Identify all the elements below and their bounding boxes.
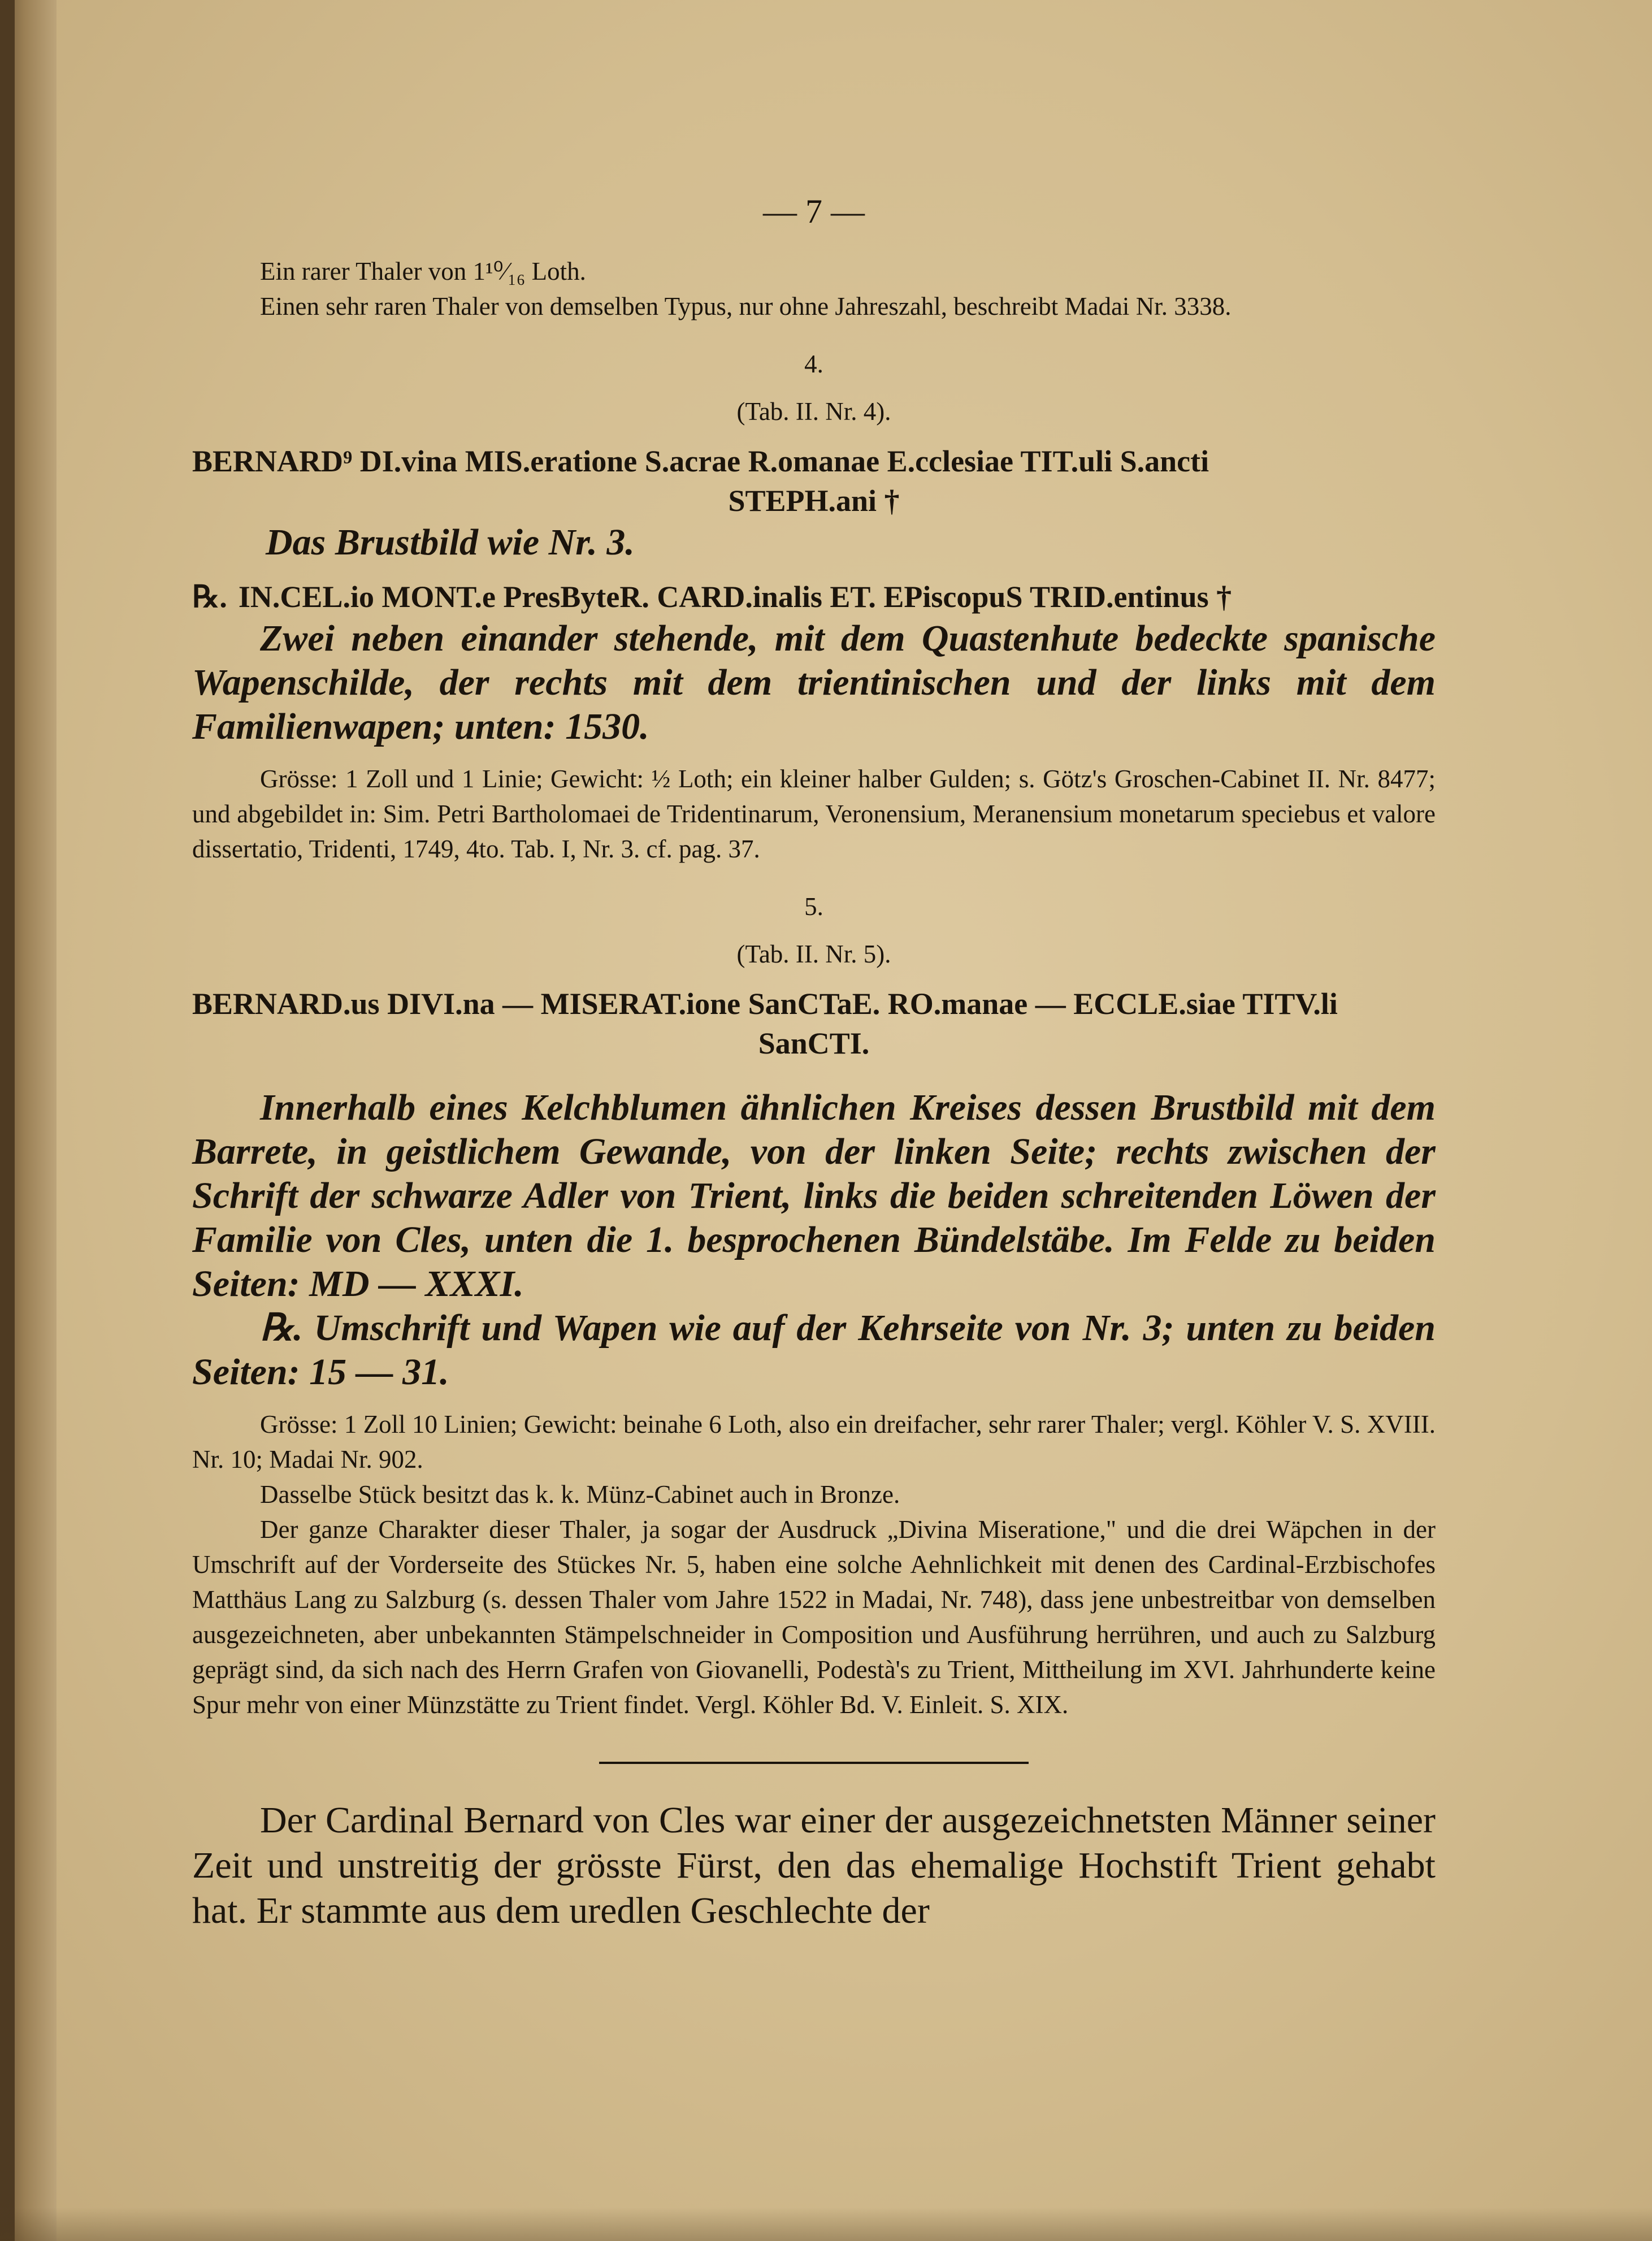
closing-paragraph: Der Cardinal Bernard von Cles war einer der ausgezeichnetsten Männer seiner Zeit und unstreitig der grösste Fürst, den das ehemalige Hochstift Trient gehabt hat. Er stammte aus dem uredlen Geschlechte der (192, 1800, 1436, 1931)
entry-5-reverse-line (192, 1306, 1436, 1394)
entry-4-reverse-legend: IN.CEL.io MONT.e PresByteR. CARD.inalis ET. EPiscopuS TRID.entinus † (238, 580, 1232, 614)
entry-4-tab-ref: (Tab. II. Nr. 4). (736, 397, 891, 426)
entry-5-notes-1: Grösse: 1 Zoll 10 Linien; Gewicht: beinahe 6 Loth, also ein dreifacher, sehr rarer Thaler; vergl. Köhler V. S. XVIII. Nr. 10; Madai Nr. 902. (192, 1410, 1436, 1473)
entry-5-obverse-desc: Innerhalb eines Kelchblumen ähnlichen Kreises dessen Brustbild mit dem Barrete, in geistlichem Gewande, von der linken Seite; rechts zwischen der Schrift der schwarze Adler von Trient, links die beiden schreitenden Löwen der Familie von Cles, unten die 1. besprochenen Bündelstäbe. Im Felde zu beiden Seiten: MD — XXXI. (192, 1087, 1436, 1304)
entry-5-obverse-legend: BERNARD.us DIVI.na — MISERAT.ione SanCTaE. RO.manae — ECCLE.siae TITV.li (192, 987, 1338, 1021)
entry-4-number: 4. (804, 350, 823, 378)
reverse-symbol: ℞. (192, 580, 227, 614)
book-spine (0, 0, 15, 2241)
entry-4-reverse-desc: Zwei neben einander stehende, mit dem Quastenhute bedeckte spanische Wapenschilde, der rechts mit dem trientinischen und der links mit dem Familienwapen; unten: 1530. (192, 618, 1436, 747)
entry-4-obverse-desc: Das Brustbild wie Nr. 3. (266, 522, 635, 563)
entry-5-reverse-desc: Umschrift und Wapen wie auf der Kehrseite von Nr. 3; unten zu beiden Seiten: 15 — 31. (192, 1307, 1436, 1393)
entry-5-notes-2: Dasselbe Stück besitzt das k. k. Münz-Cabinet auch in Bronze. (260, 1480, 900, 1509)
entry-4-reverse-legend-line (192, 577, 1436, 617)
entry-5-number: 5. (804, 892, 823, 921)
section-divider (599, 1762, 1029, 1764)
entry-5-obverse-legend-cont: SanCTI. (758, 1026, 870, 1060)
page-shadow (0, 2207, 1652, 2241)
entry-4-obverse-legend-cont: STEPH.ani † (728, 484, 900, 518)
entry-5-notes-3: Der ganze Charakter dieser Thaler, ja sogar der Ausdruck „Divina Miseratione," und die drei Wäpchen in der Umschrift auf der Vorderseite des Stückes Nr. 5, haben eine solche Aehnlichkeit mit denen des Cardinal-Erzbischofes Matthäus Lang zu Salzburg (s. dessen Thaler vom Jahre 1522 in Madai, Nr. 748), dass jene unbestreitbar von demselben ausgezeichneten, aber unbekannten Stämpelschneider in Composition und Ausführung herrühren, und auch zu Salzburg geprägt sind, da sich nach des Herrn Grafen von Giovanelli, Podestà's zu Trient, Mittheilung im XVI. Jahrhunderte keine Spur mehr von einer Münzstätte zu Trient findet. Vergl. Köhler Bd. V. Einleit. S. XIX. (192, 1515, 1436, 1719)
entry-4-notes: Grösse: 1 Zoll und 1 Linie; Gewicht: ½ Loth; ein kleiner halber Gulden; s. Götz's Groschen-Cabinet II. Nr. 8477; und abgebildet in: Sim. Petri Bartholomaei de Tridentinarum, Veronensium, Meranensium monetarum speciebus et valore dissertatio, Tridenti, 1749, 4to. Tab. I, Nr. 3. cf. pag. 37. (192, 765, 1436, 863)
page-number: — 7 — (763, 193, 865, 230)
reverse-symbol: ℞. (260, 1307, 303, 1349)
intro-line-1: Ein rarer Thaler von 1¹⁰⁄₁₆ Loth. (260, 257, 586, 285)
intro-line-2: Einen sehr raren Thaler von demselben Typus, nur ohne Jahreszahl, beschreibt Madai Nr. 3338. (260, 292, 1232, 320)
entry-5-tab-ref: (Tab. II. Nr. 5). (736, 940, 891, 968)
page-text (192, 192, 1436, 1934)
entry-4-obverse-legend: BERNARD⁹ DI.vina MIS.eratione S.acrae R.omanae E.cclesiae TIT.uli S.ancti (192, 444, 1209, 478)
